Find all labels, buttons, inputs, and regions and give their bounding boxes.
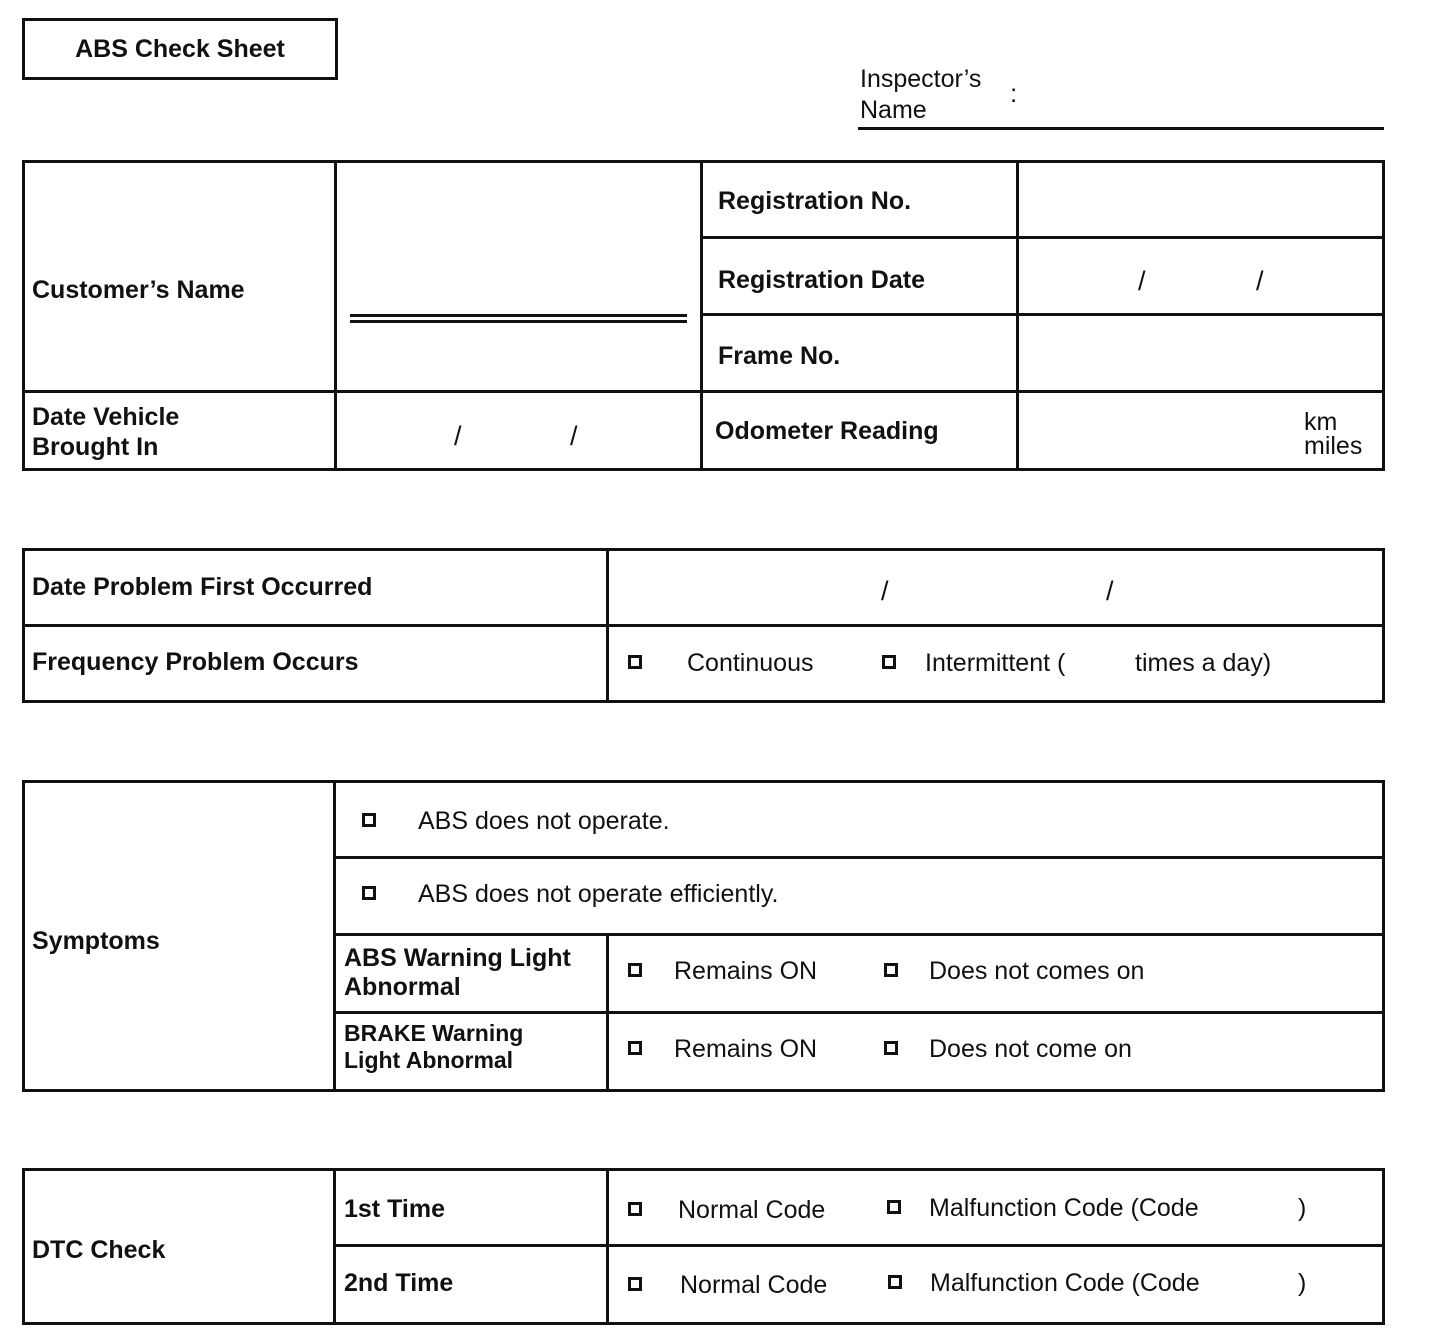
brake-remains-on-checkbox[interactable] <box>628 1041 642 1055</box>
divider <box>333 1244 1385 1247</box>
normal-code-checkbox[interactable] <box>628 1202 642 1216</box>
intermittent-checkbox[interactable] <box>882 655 896 669</box>
brake-remains-on-label: Remains ON <box>674 1035 818 1063</box>
sheet-title: ABS Check Sheet <box>22 18 338 80</box>
normal-code-checkbox[interactable] <box>628 1277 642 1291</box>
symptoms-label: Symptoms <box>32 927 160 955</box>
abs-not-efficient-label: ABS does not operate efficiently. <box>418 880 779 908</box>
divider <box>22 390 1385 393</box>
registration-date-label: Registration Date <box>718 266 925 294</box>
divider <box>334 160 337 471</box>
brake-not-on-label: Does not come on <box>929 1035 1132 1063</box>
abs-remains-on-label: Remains ON <box>674 957 818 985</box>
malfunction-code-close: ) <box>1298 1269 1307 1297</box>
brake-not-on-checkbox[interactable] <box>884 1041 898 1055</box>
dtc-check-label: DTC Check <box>32 1236 166 1264</box>
frequency-label: Frequency Problem Occurs <box>32 648 359 676</box>
abs-warning-light-label <box>344 944 571 1002</box>
abs-remains-on-checkbox[interactable] <box>628 963 642 977</box>
customer-name-field[interactable] <box>338 163 698 389</box>
customer-name-double-line <box>350 314 687 317</box>
abs-not-efficient-checkbox[interactable] <box>362 886 376 900</box>
intermittent-option-label: Intermittent ( <box>925 649 1066 677</box>
divider <box>333 933 1385 936</box>
times-a-day-label: times a day) <box>1135 649 1272 677</box>
date-brought-in-label-line1: Date Vehicle <box>32 403 180 431</box>
abs-not-on-checkbox[interactable] <box>884 963 898 977</box>
registration-no-label: Registration No. <box>718 187 912 215</box>
normal-code-label: Normal Code <box>678 1196 826 1224</box>
divider <box>22 624 1385 627</box>
inspector-name-field[interactable] <box>858 64 1384 130</box>
malfunction-code-field[interactable] <box>1214 1185 1294 1231</box>
odometer-unit-km: km <box>1304 408 1338 436</box>
registration-no-field[interactable] <box>1020 163 1382 235</box>
divider <box>606 933 609 1092</box>
abs-not-operate-checkbox[interactable] <box>362 813 376 827</box>
malfunction-code-label: Malfunction Code (Code <box>930 1269 1200 1297</box>
date-brought-in-label <box>32 402 179 462</box>
customer-name-label: Customer’s Name <box>32 276 245 304</box>
continuous-checkbox[interactable] <box>628 655 642 669</box>
abs-not-operate-label: ABS does not operate. <box>418 807 670 835</box>
registration-date-field[interactable] <box>1020 240 1382 312</box>
malfunction-code-checkbox[interactable] <box>888 1275 902 1289</box>
divider <box>700 236 1385 239</box>
malfunction-code-checkbox[interactable] <box>887 1200 901 1214</box>
dtc-row-label: 1st Time <box>344 1195 445 1223</box>
abs-not-on-label: Does not comes on <box>929 957 1145 985</box>
times-a-day-field[interactable] <box>1082 640 1132 686</box>
divider <box>333 1011 1385 1014</box>
date-brought-in-field[interactable] <box>338 394 698 468</box>
date-separator: / <box>454 421 462 451</box>
divider <box>700 313 1385 316</box>
frame-no-label: Frame No. <box>718 342 841 370</box>
date-separator: / <box>1256 266 1264 296</box>
frame-no-field[interactable] <box>1020 317 1382 389</box>
odometer-label: Odometer Reading <box>715 417 939 445</box>
odometer-unit-miles: miles <box>1304 432 1363 460</box>
date-separator: / <box>1138 266 1146 296</box>
brake-warning-light-label-line1: BRAKE Warning <box>344 1020 524 1046</box>
abs-warning-light-label-line2: Abnormal <box>344 973 461 1001</box>
date-separator: / <box>1106 576 1114 606</box>
brake-warning-light-label <box>344 1020 523 1074</box>
date-brought-in-label-line2: Brought In <box>32 433 159 461</box>
date-first-occurred-label: Date Problem First Occurred <box>32 573 373 601</box>
date-first-occurred-field[interactable] <box>610 551 1382 623</box>
inspector-name-colon: : <box>1010 78 1018 108</box>
divider <box>333 856 1385 859</box>
malfunction-code-label: Malfunction Code (Code <box>929 1194 1199 1222</box>
abs-warning-light-label-line1: ABS Warning Light <box>344 944 571 972</box>
normal-code-label: Normal Code <box>680 1271 828 1299</box>
customer-name-double-line <box>350 320 687 323</box>
malfunction-code-close: ) <box>1298 1194 1307 1222</box>
date-separator: / <box>881 576 889 606</box>
brake-warning-light-label-line2: Light Abnormal <box>344 1047 514 1073</box>
inspector-name-label: Inspector’s Name <box>860 65 982 124</box>
malfunction-code-field[interactable] <box>1214 1260 1294 1306</box>
dtc-row-label: 2nd Time <box>344 1269 454 1297</box>
date-separator: / <box>570 421 578 451</box>
divider <box>333 780 336 1092</box>
continuous-option-label: Continuous <box>687 649 814 677</box>
